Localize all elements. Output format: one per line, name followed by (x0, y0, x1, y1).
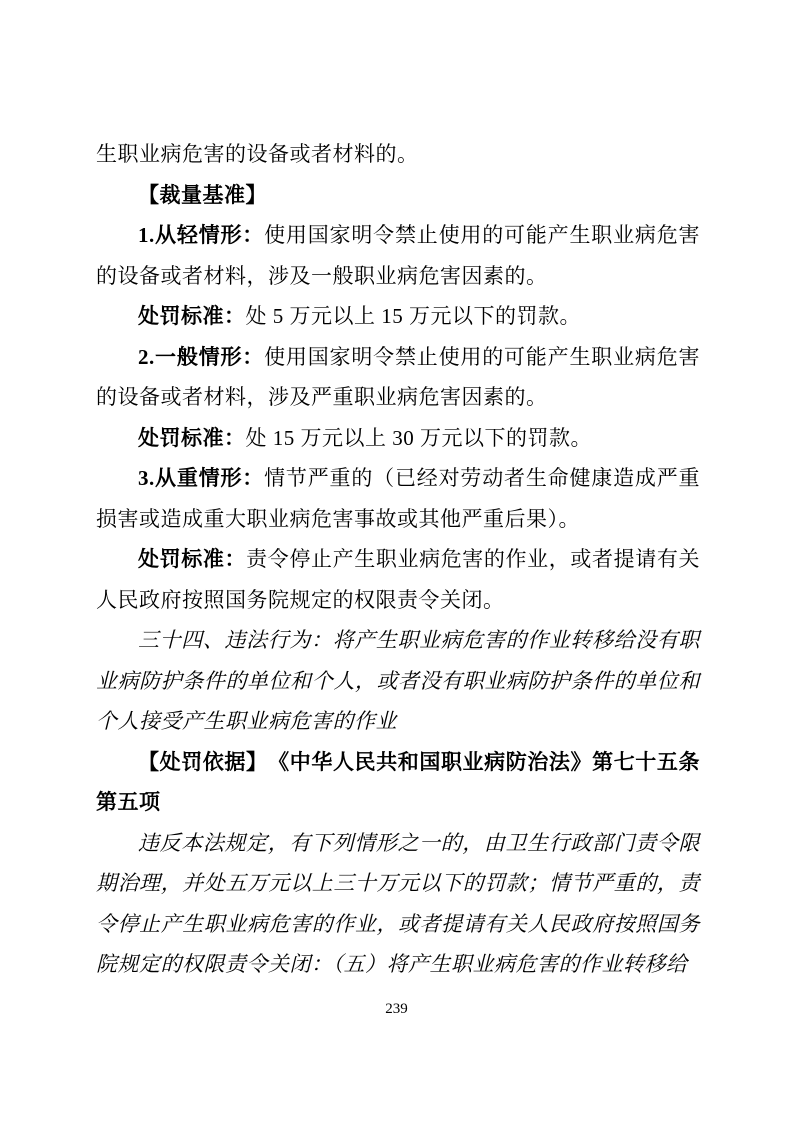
paragraph: 三十四、违法行为：将产生职业病危害的作业转移给没有职业病防护条件的单位和个人，或者没有职业病防护条件的单位和个人接受产生职业病危害的作业 (96, 628, 700, 733)
paragraph: 1.从轻情形：使用国家明令禁止使用的可能产生职业病危害的设备或者材料，涉及一般职业病危害因素的。 (96, 223, 701, 288)
paragraph: 处罚标准：处 15 万元以上 30 万元以下的罚款。 (138, 425, 592, 450)
paragraph-lead: 3.从重情形： (138, 466, 265, 490)
section-heading: 【裁量基准】 (138, 182, 267, 207)
paragraph-lead: 处罚标准： (138, 425, 246, 450)
page-number: 239 (385, 1001, 408, 1017)
paragraph: 2.一般情形：使用国家明令禁止使用的可能产生职业病危害的设备或者材料，涉及严重职业病危害因素的。 (96, 344, 701, 409)
paragraph: 处罚标准：处 5 万元以上 15 万元以下的罚款。 (138, 304, 581, 328)
paragraph-lead: 2.一般情形： (138, 344, 265, 369)
paragraph-lead: 1.从轻情形： (138, 223, 265, 247)
section-heading: 【处罚依据】 《中华人民共和国职业病防治法》第七十五条第五项 (96, 749, 700, 814)
paragraph: 处罚标准：责令停止产生职业病危害的作业，或者提请有关人民政府按照国务院规定的权限责令关闭。 (96, 547, 701, 612)
paragraph: 生职业病危害的设备或者材料的。 (96, 142, 419, 166)
paragraph-lead: 处罚标准： (138, 547, 247, 571)
document-body (96, 134, 700, 985)
paragraph: 3.从重情形：情节严重的（已经对劳动者生命健康造成严重损害或造成重大职业病危害事故或其他严重后果）。 (96, 466, 701, 531)
page-footer (0, 999, 793, 1019)
paragraph: 违反本法规定，有下列情形之一的，由卫生行政部门责令限期治理，并处五万元以上三十万元以下的罚款；情节严重的，责令停止产生职业病危害的作业，或者提请有关人民政府按照国务院规定的权限责令关闭：（五）将产生职业病危害的作业转移给 (96, 830, 700, 976)
paragraph-lead: 【处罚依据】 (138, 749, 258, 774)
paragraph-lead: 处罚标准： (138, 304, 246, 328)
